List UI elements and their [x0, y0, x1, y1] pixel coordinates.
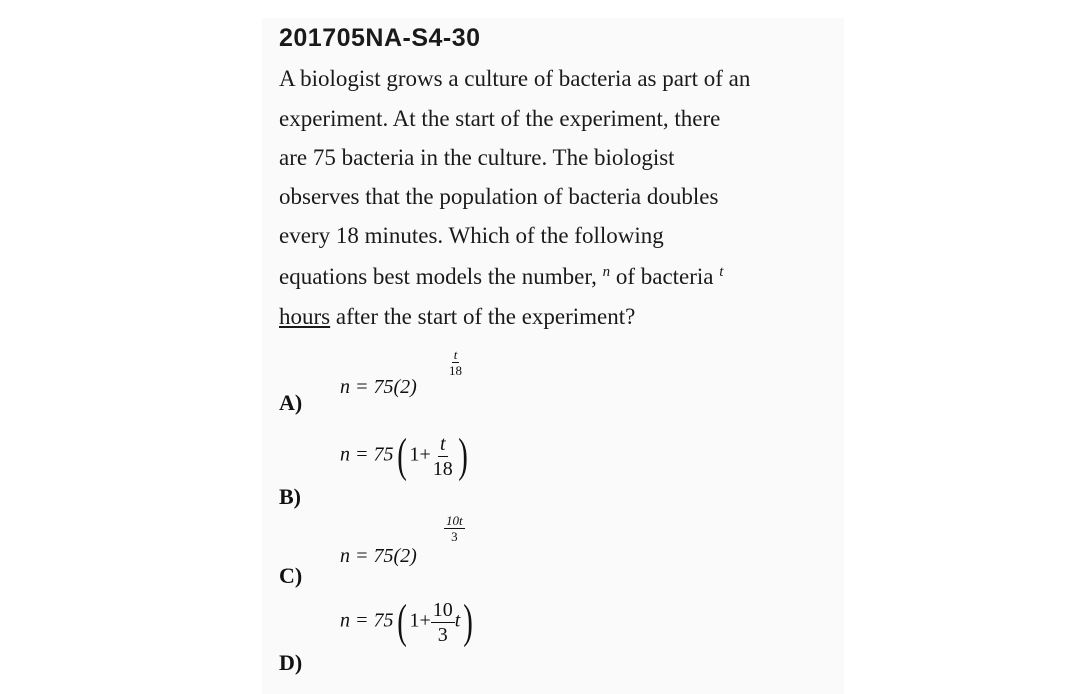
choice-b-equation[interactable]: n = 75( 1+ $\frac{t}{18}$ ): [340, 429, 468, 482]
choice-d-letter[interactable]: D): [279, 650, 303, 675]
question-text-line: are 75 bacteria in the culture. The biologist: [279, 145, 675, 170]
choice-a-letter[interactable]: A): [279, 390, 303, 415]
choice-b-letter[interactable]: B): [279, 484, 301, 509]
choice-c-equation[interactable]: n = 75(2): [340, 545, 417, 567]
underlined-word: hours: [279, 304, 331, 329]
choice-c-letter[interactable]: C): [279, 563, 303, 588]
question-id: 201705NA-S4-30: [279, 24, 481, 52]
question-text-line: A biologist grows a culture of bacteria as part of an: [279, 66, 751, 91]
variable-t: t: [719, 264, 724, 280]
question-text-line: experiment. At the start of the experiment, there: [279, 106, 721, 131]
choice-a-equation[interactable]: n = 75(2): [340, 376, 417, 398]
question-text-line: equations best models the number, $^n$ of bacteria $^t$: [279, 264, 724, 289]
choice-c-exponent: $\frac{10t}{3}$: [446, 513, 463, 544]
choice-a-exponent: $\frac{t}{18}$: [449, 347, 462, 378]
variable-n: n: [602, 264, 611, 280]
choice-d-equation[interactable]: n = 75( 1+ $\frac{10}{3}$ t): [340, 595, 474, 648]
question-text-line: every 18 minutes. Which of the following: [279, 223, 664, 248]
question-text-line: hours after the start of the experiment?: [279, 304, 636, 329]
question-text-line: observes that the population of bacteria doubles: [279, 184, 719, 209]
